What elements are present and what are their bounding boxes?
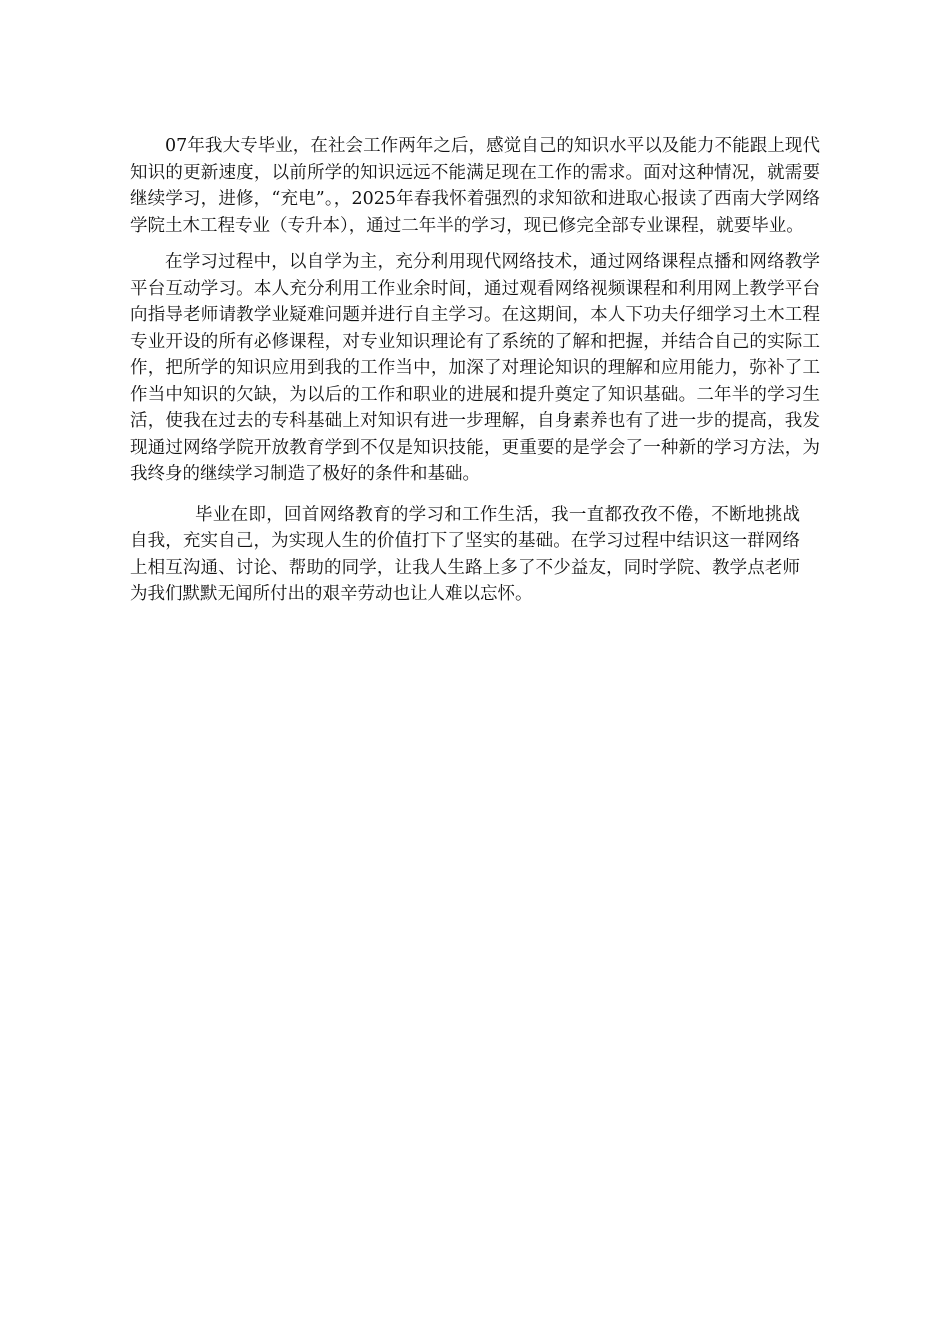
paragraph-study-process: 在学习过程中，以自学为主，充分利用现代网络技术，通过网络课程点播和网络教学平台互动学习。本人充分利用工作业余时间，通过观看网络视频课程和利用网上教学平台向指导老师请教学业疑难问题并进行自主学习。在这期间，本人下功夫仔细学习土木工程专业开设的所有必修课程，对专业知识理论有了系统的了解和把握，并结合自己的实际工作，把所学的知识应用到我的工作当中，加深了对理论知识的理解和应用能力，弥补了工作当中知识的欠缺，为以后的工作和职业的进展和提升奠定了知识基础。二年半的学习生活，使我在过去的专科基础上对知识有进一步理解，自身素养也有了进一步的提高，我发现通过网络学院开放教育学到不仅是知识技能，更重要的是学会了一种新的学习方法，为我终身的继续学习制造了极好的条件和基础。 xyxy=(130,252,820,484)
paragraph-graduation-intro: 07年我大专毕业，在社会工作两年之后，感觉自己的知识水平以及能力不能跟上现代知识的更新速度，以前所学的知识远远不能满足现在工作的需求。面对这种情况，就需要继续学习，进修，“充电”。，2025年春我怀着强烈的求知欲和进取心报读了西南大学网络学院土木工程专业（专升本），通过二年半的学习，现已修完全部专业课程，就要毕业。 xyxy=(130,136,820,236)
paragraph-reflection: 毕业在即，回首网络教育的学习和工作生活，我一直都孜孜不倦，不断地挑战自我，充实自己，为实现人生的价值打下了坚实的基础。在学习过程中结识这一群网络上相互沟通、讨论、帮助的同学，让我人生路上多了不少益友，同时学院、教学点老师为我们默默无闻所付出的艰辛劳动也让人难以忘怀。 xyxy=(130,504,800,604)
document-body xyxy=(130,133,820,618)
